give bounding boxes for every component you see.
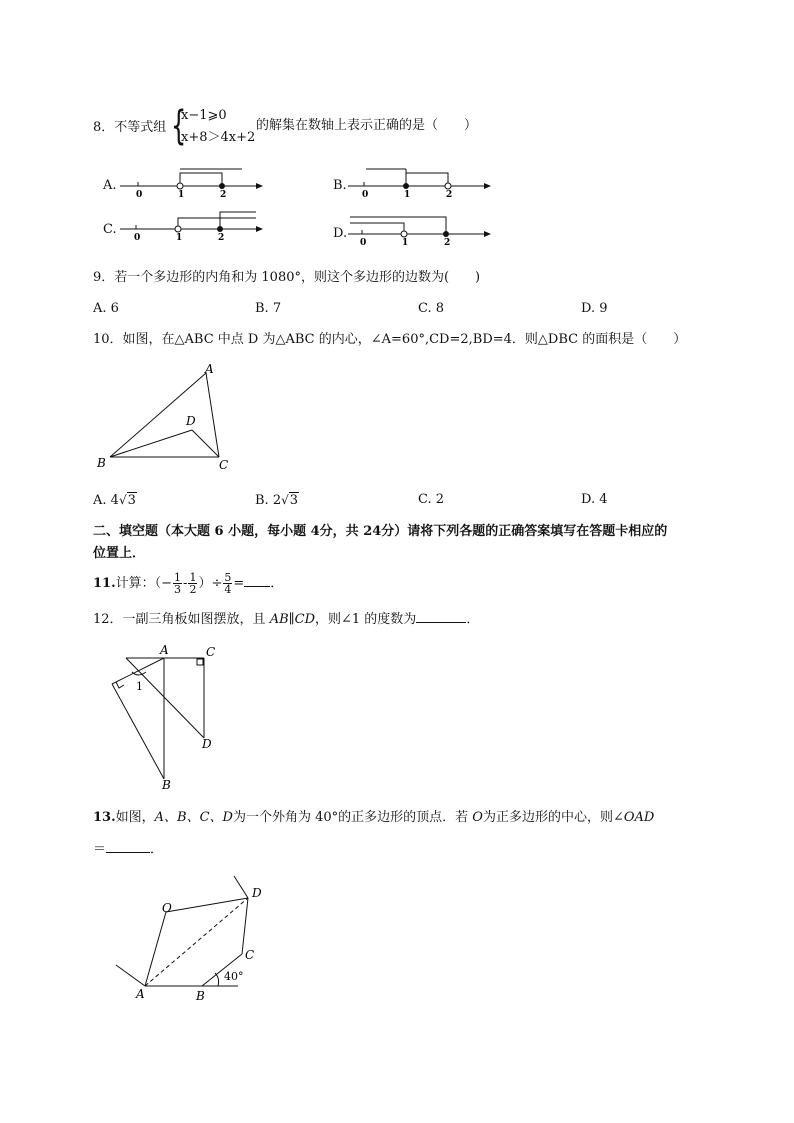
q8-brace: { [171,103,187,149]
tick-0: 0 [134,233,141,243]
q12-text: 12．一副三角板如图摆放，且 AB∥CD，则∠1 的度数为 ． [93,612,480,627]
q10-text: 10．如图，在△ABC 中点 D 为△ABC 的内心，∠A=60°,CD=2,BD=4．则△DBC 的面积是（ ） [93,332,687,347]
q8-option-d-number-line [346,213,496,253]
q8-option-c-label: C. [103,222,117,237]
section2-heading-line2: 位置上． [93,546,146,561]
label-d: D [252,886,262,900]
label-o: O [162,901,172,915]
q8-option-d-label: D. [333,226,348,241]
tick-2: 2 [446,190,453,200]
tick-2: 2 [444,238,451,248]
q8-option-c-number-line [118,208,268,248]
q12-triangle-set-figure [108,642,238,792]
label-c: C [206,645,216,659]
q10-option-b: B. 2√3 [255,493,299,508]
label-b: B [97,456,106,470]
q10-option-c: C. 2 [418,492,445,507]
q8-option-b-label: B. [333,178,347,193]
q9-option-c: C. 8 [418,301,445,316]
q10-triangle-figure [93,362,253,477]
label-a: A [136,987,145,1001]
tick-0: 0 [360,238,367,248]
label-d: D [186,414,196,428]
label-c: C [245,948,255,962]
tick-1: 1 [402,238,409,248]
q13-text: 13.如图，A、B、C、D为一个外角为 40°的正多边形的顶点．若 O为正多边形的中心，则∠OAD [93,810,655,825]
q9-option-a: A. 6 [93,301,119,316]
q8-suffix: 的解集在数轴上表示正确的是（ ） [256,118,478,133]
label-a: A [160,643,169,657]
label-c: C [219,458,229,472]
q8-prefix: 8．不等式组 [93,120,167,135]
q8-option-a-number-line [118,165,268,205]
q9-text: 9．若一个多边形的内角和为 1080°，则这个多边形的边数为( ) [93,270,481,285]
label-a: A [205,362,214,376]
q10-option-d: D. 4 [581,492,608,507]
q8-option-b-number-line [346,165,496,205]
tick-1: 1 [404,190,411,200]
tick-1: 1 [176,233,183,243]
q13-answer-line: ＝ ． [93,842,164,857]
tick-2: 2 [218,233,225,243]
label-b: B [196,989,205,1003]
label-angle-1: 1 [136,680,143,693]
tick-0: 0 [362,190,369,200]
q11-expression: 11.计算：（− $\frac{1}{3}$ - $\frac{1}{2}$ ）÷ $\frac{5}{4}$ = ． [93,571,284,596]
tick-2: 2 [220,190,227,200]
q8-option-a-label: A. [103,178,117,193]
q8-inequality-1: x−1⩾0 [181,108,227,123]
tick-1: 1 [178,190,185,200]
section2-heading-line1: 二、填空题（本大题 6 小题，每小题 4分，共 24分）请将下列各题的正确答案填写在答题卡相应的 [93,524,668,539]
q9-option-b: B. 7 [255,301,282,316]
q13-polygon-figure [112,870,282,1010]
label-d: D [202,737,212,751]
tick-0: 0 [136,190,143,200]
q10-option-a: A. 4√3 [93,493,136,508]
label-40deg: 40° [224,970,244,983]
q8-inequality-2: x+8＞4x+2 [181,130,256,145]
q9-option-d: D. 9 [581,301,608,316]
label-b: B [162,778,171,792]
